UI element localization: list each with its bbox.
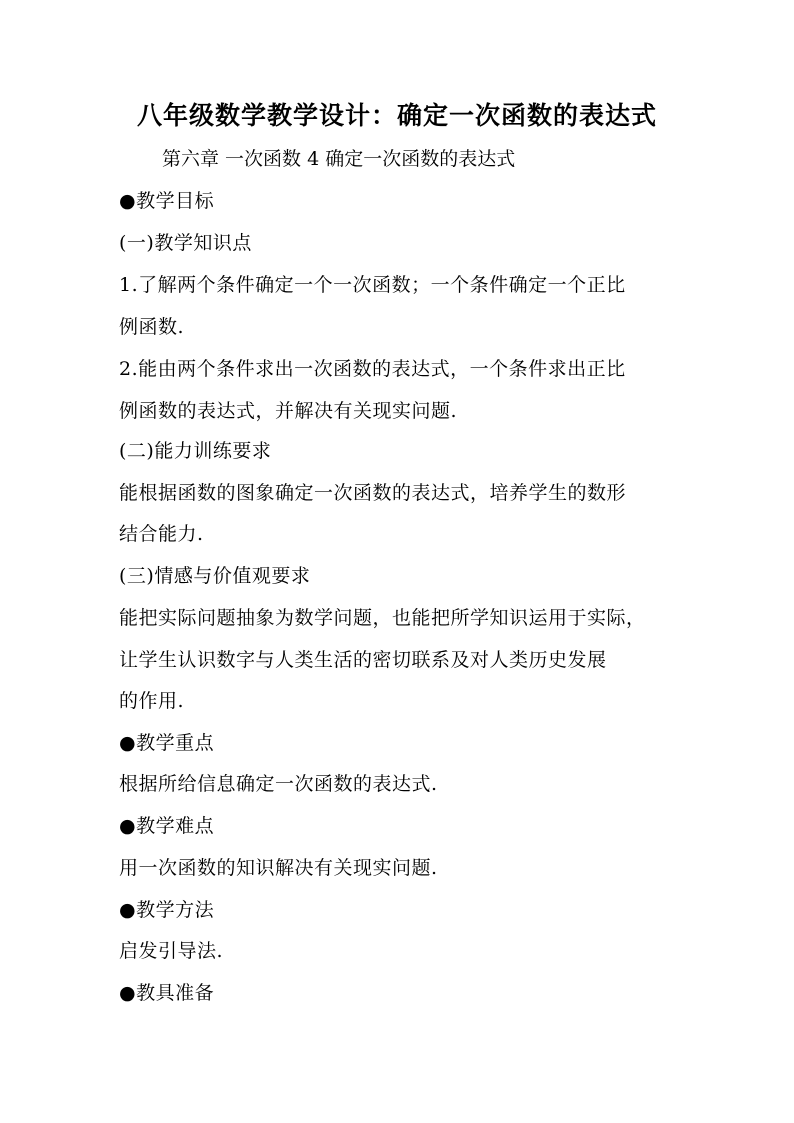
document-subtitle: 第六章 一次函数 4 确定一次函数的表达式 <box>162 148 516 170</box>
paragraph-line: 例函数. <box>119 316 185 338</box>
paragraph-line: 例函数的表达式，并解决有关现实问题. <box>119 400 458 422</box>
subheading-emotion-values: (三)情感与价值观要求 <box>119 565 311 587</box>
paragraph-line: 2.能由两个条件求出一次函数的表达式，一个条件求出正比 <box>119 358 626 380</box>
paragraph-line: 能把实际问题抽象为数学问题，也能把所学知识运用于实际， <box>119 607 646 629</box>
section-heading-teaching-objectives: ●教学目标 <box>119 190 215 212</box>
paragraph-line: 的作用. <box>119 690 185 712</box>
section-heading-teaching-aids: ●教具准备 <box>119 982 215 1004</box>
paragraph-line: 启发引导法. <box>119 940 224 962</box>
paragraph-line: 能根据函数的图象确定一次函数的表达式，培养学生的数形 <box>119 482 627 504</box>
paragraph-line: 1.了解两个条件确定一个一次函数；一个条件确定一个正比 <box>119 274 626 296</box>
paragraph-line: 结合能力. <box>119 523 204 545</box>
document-title: 八年级数学教学设计：确定一次函数的表达式 <box>136 101 657 130</box>
section-heading-key-points: ●教学重点 <box>119 732 215 754</box>
subheading-knowledge-points: (一)教学知识点 <box>119 232 252 254</box>
subheading-ability-requirements: (二)能力训练要求 <box>119 440 272 462</box>
paragraph-line: 让学生认识数字与人类生活的密切联系及对人类历史发展 <box>119 649 607 671</box>
section-heading-teaching-methods: ●教学方法 <box>119 899 215 921</box>
paragraph-line: 根据所给信息确定一次函数的表达式. <box>119 773 438 795</box>
paragraph-line: 用一次函数的知识解决有关现实问题. <box>119 857 438 879</box>
section-heading-difficulties: ●教学难点 <box>119 815 215 837</box>
